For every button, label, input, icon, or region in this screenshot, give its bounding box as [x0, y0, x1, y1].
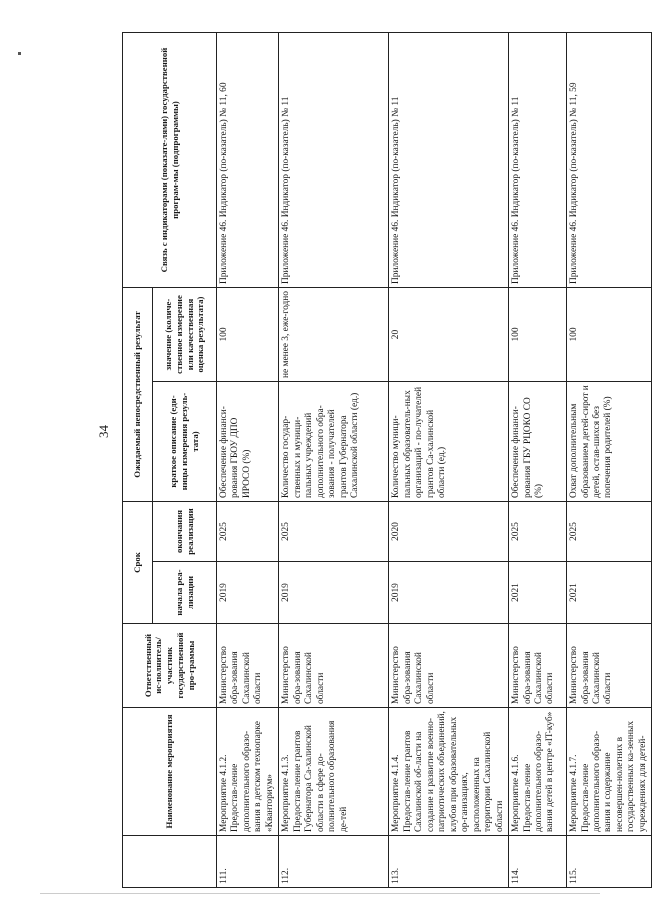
table-row — [279, 33, 389, 888]
row-value: 20 — [389, 288, 509, 382]
row-responsible: Министерство обра-зования Сахалинской области — [567, 624, 652, 708]
row-link: Приложение 46. Индикатор (по-казатель) № 11 — [509, 33, 567, 288]
row-end: 2025 — [217, 502, 279, 562]
header-result-value: значение (количе-ственное измерение или качественная оценка результата) — [153, 288, 217, 382]
row-start: 2019 — [279, 562, 389, 624]
measures-table — [122, 32, 652, 888]
header-term-end: окончания реализации — [153, 502, 217, 562]
row-responsible: Министерство обра-зования Сахалинской области — [279, 624, 389, 708]
header-result-desc: краткое описание (еди-ницы измерения резуль-тата) — [153, 382, 217, 502]
row-name: Мероприятие 4.1.7. Предостав-ление дополнительного образо-вания и содержание несовершен-нолетних в государственных ка-зенных учреждениях для детей- — [567, 708, 652, 836]
row-desc: Количество государ-ственных и муници-пальных учреждений дополнительного обра-зования - получателей грантов Губернатора Сахалинской области (ед.) — [279, 382, 389, 502]
row-responsible: Министерство обра-зования Сахалинской области — [389, 624, 509, 708]
row-value: 100 — [509, 288, 567, 382]
row-num: 112. — [279, 836, 389, 888]
row-name: Мероприятие 4.1.3. Предостав-ление грантов Губернатора Са-халинской области в сфере до-полнительного образования де-тей — [279, 708, 389, 836]
row-name: Мероприятие 4.1.6. Предостав-ление дополнительного образо-вания детей в центре «IT-куб» — [509, 708, 567, 836]
header-responsible: Ответственный ис-полнитель/участник государственной про-граммы — [123, 624, 217, 708]
table-row — [217, 33, 279, 888]
row-name: Мероприятие 4.1.2. Предостав-ление дополнительного образо-вания в детском технопарке «Кванториум» — [217, 708, 279, 836]
row-end: 2025 — [567, 502, 652, 562]
row-start: 2019 — [389, 562, 509, 624]
row-desc: Количество муници-пальных образователь-ных организаций - по-лучателей грантов Са-халинской области (ед.) — [389, 382, 509, 502]
header-name: Наименование мероприятия — [123, 708, 217, 836]
scan-dot — [18, 52, 21, 55]
row-responsible: Министерство обра-зования Сахалинской области — [217, 624, 279, 708]
row-value: не менее 3, еже-годно — [279, 288, 389, 382]
rotated-table-sheet — [122, 33, 648, 888]
table-row — [509, 33, 567, 888]
header-term: Срок — [123, 502, 153, 624]
row-num: 114. — [509, 836, 567, 888]
row-end: 2025 — [279, 502, 389, 562]
header-term-start: начала реа-лизации — [153, 562, 217, 624]
row-num: 115. — [567, 836, 652, 888]
header-num — [123, 836, 217, 888]
row-start: 2019 — [217, 562, 279, 624]
row-desc: Охват дополнительным образованием детей-сирот и детей, остав-шихся без попечения родителей (%) — [567, 382, 652, 502]
table-row — [567, 33, 652, 888]
header-result: Ожидаемый непосредственный результат — [123, 288, 153, 502]
row-num: 113. — [389, 836, 509, 888]
page-number: 34 — [96, 425, 111, 438]
row-num: 111. — [217, 836, 279, 888]
row-start: 2021 — [567, 562, 652, 624]
row-start: 2021 — [509, 562, 567, 624]
row-value: 100 — [567, 288, 652, 382]
row-end: 2025 — [509, 502, 567, 562]
row-link: Приложение 46. Индикатор (по-казатель) № 11 — [389, 33, 509, 288]
row-value: 100 — [217, 288, 279, 382]
row-name: Мероприятие 4.1.4. Предостав-ление грантов Сахалинской об-ласти на создание и развитие военно-патриотических объединений, клубов при образовательных ор-ганизациях, расположенных на территории Сахалинской области — [389, 708, 509, 836]
row-link: Приложение 46. Индикатор (по-казатель) № 11 — [279, 33, 389, 288]
row-desc: Обеспечение финанси-рования ГБУ РЦОКО СО (%) — [509, 382, 567, 502]
row-responsible: Министерство обра-зования Сахалинской области — [509, 624, 567, 708]
row-link: Приложение 46. Индикатор (по-казатель) № 11, 60 — [217, 33, 279, 288]
row-desc: Обеспечение финанси-рования ГБОУ ДПО ИРОСО (%) — [217, 382, 279, 502]
row-link: Приложение 46. Индикатор (по-казатель) № 11, 59 — [567, 33, 652, 288]
scan-edge-line — [40, 893, 600, 894]
row-end: 2020 — [389, 502, 509, 562]
header-link: Связь с индикаторами (показате-лями) государственной програм-мы (подпрограммы) — [123, 33, 217, 288]
table-row — [389, 33, 509, 888]
